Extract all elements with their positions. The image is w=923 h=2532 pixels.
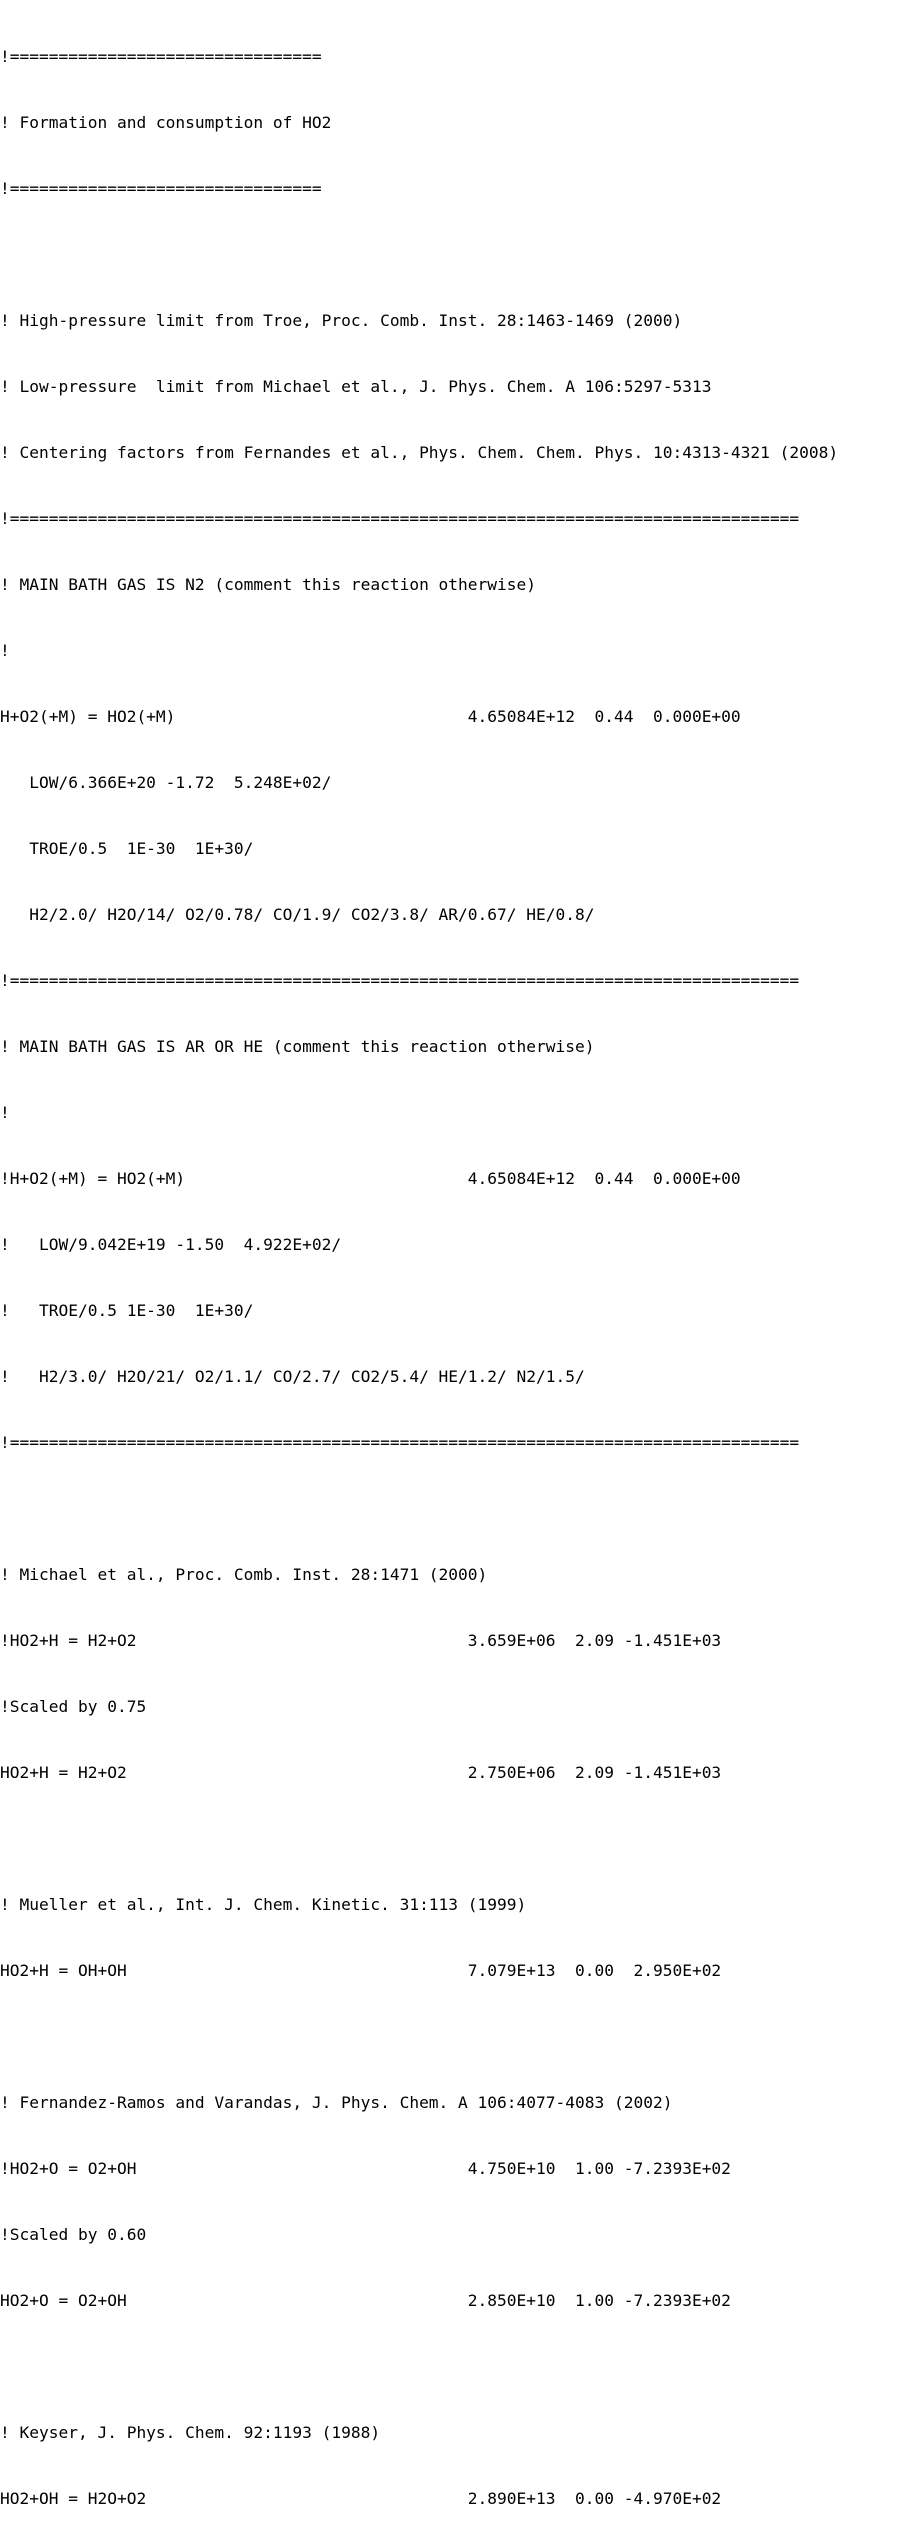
text-line: HO2+H = H2+O2 2.750E+06 2.09 -1.451E+03 [0,1763,722,1782]
text-line: ! Mueller et al., Int. J. Chem. Kinetic. 31:113 (1999) [0,1895,527,1914]
text-line: ! Michael et al., Proc. Comb. Inst. 28:1471 (2000) [0,1565,488,1584]
text-line: !HO2+H = H2+O2 3.659E+06 2.09 -1.451E+03 [0,1631,722,1650]
text-line: !================================================================================= [0,509,800,528]
text-line: !================================ [0,179,322,198]
text-line: ! Formation and consumption of HO2 [0,113,332,132]
text-line: ! H2/3.0/ H2O/21/ O2/1.1/ CO/2.7/ CO2/5.4/ HE/1.2/ N2/1.5/ [0,1367,585,1386]
text-line: ! Fernandez-Ramos and Varandas, J. Phys. Chem. A 106:4077-4083 (2002) [0,2093,673,2112]
text-line: !================================================================================= [0,971,800,990]
text-line: HO2+H = OH+OH 7.079E+13 0.00 2.950E+02 [0,1961,722,1980]
text-line: ! MAIN BATH GAS IS AR OR HE (comment this reaction otherwise) [0,1037,595,1056]
text-line [0,244,923,266]
text-line: ! Low-pressure limit from Michael et al., J. Phys. Chem. A 106:5297-5313 [0,377,712,396]
text-line: !================================ [0,47,322,66]
text-line: ! Centering factors from Fernandes et al., Phys. Chem. Chem. Phys. 10:4313-4321 (2008) [0,443,839,462]
text-line: ! [0,641,10,660]
text-line: ! [0,1103,10,1122]
text-line: TROE/0.5 1E-30 1E+30/ [0,839,254,858]
text-line [0,1498,923,1520]
text-line: ! Keyser, J. Phys. Chem. 92:1193 (1988) [0,2423,381,2442]
text-line: HO2+OH = H2O+O2 2.890E+13 0.00 -4.970E+02 [0,2489,722,2508]
text-line: LOW/6.366E+20 -1.72 5.248E+02/ [0,773,332,792]
text-line [0,1828,923,1850]
mechanism-text-document [0,2,923,2532]
text-line: HO2+O = O2+OH 2.850E+10 1.00 -7.2393E+02 [0,2291,731,2310]
text-line [0,2026,923,2048]
text-line [0,2356,923,2378]
text-line: !H+O2(+M) = HO2(+M) 4.65084E+12 0.44 0.000E+00 [0,1169,741,1188]
text-line: H+O2(+M) = HO2(+M) 4.65084E+12 0.44 0.000E+00 [0,707,741,726]
text-line: ! High-pressure limit from Troe, Proc. Comb. Inst. 28:1463-1469 (2000) [0,311,683,330]
text-line: !HO2+O = O2+OH 4.750E+10 1.00 -7.2393E+02 [0,2159,731,2178]
text-line: !Scaled by 0.75 [0,1697,147,1716]
text-line: !Scaled by 0.60 [0,2225,147,2244]
text-line: ! LOW/9.042E+19 -1.50 4.922E+02/ [0,1235,342,1254]
text-line: ! MAIN BATH GAS IS N2 (comment this reaction otherwise) [0,575,537,594]
text-line: H2/2.0/ H2O/14/ O2/0.78/ CO/1.9/ CO2/3.8/ AR/0.67/ HE/0.8/ [0,905,595,924]
text-line: ! TROE/0.5 1E-30 1E+30/ [0,1301,254,1320]
text-line: !================================================================================= [0,1433,800,1452]
